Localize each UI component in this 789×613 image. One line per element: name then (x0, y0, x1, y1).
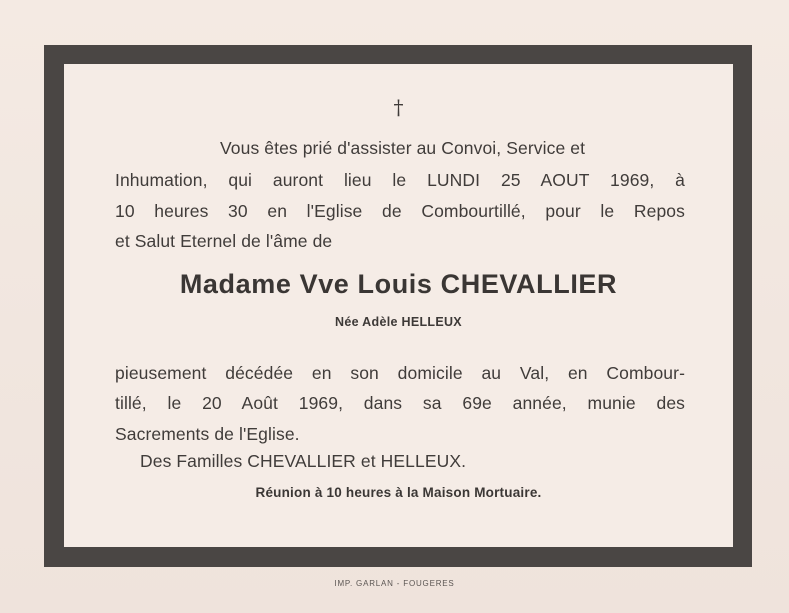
deceased-name: Madame Vve Louis CHEVALLIER (179, 269, 618, 299)
death-line-3: Sacrements de l'Eglise. (115, 424, 300, 444)
printer-imprint: IMP. GARLAN - FOUGERES (334, 579, 455, 588)
death-line-1: pieusement décédée en son domicile au Val, en Combour- (115, 363, 685, 383)
intro-line-2: Inhumation, qui auront lieu le LUNDI 25 AOUT 1969, à (115, 170, 685, 190)
death-line-2: tillé, le 20 Août 1969, dans sa 69e année, munie des (115, 393, 685, 413)
families-line: Des Familles CHEVALLIER et HELLEUX. (140, 451, 467, 471)
cross-icon: † (393, 95, 404, 119)
intro-line-3: 10 heures 30 en l'Eglise de Combourtillé, pour le Repos (115, 201, 685, 221)
birth-name: Née Adèle HELLEUX (335, 315, 462, 329)
mourning-border-frame (44, 45, 752, 567)
intro-line-1: Vous êtes prié d'assister au Convoi, Service et (220, 138, 586, 158)
reunion-line: Réunion à 10 heures à la Maison Mortuaire. (255, 485, 542, 500)
intro-line-4: et Salut Eternel de l'âme de (115, 231, 333, 251)
